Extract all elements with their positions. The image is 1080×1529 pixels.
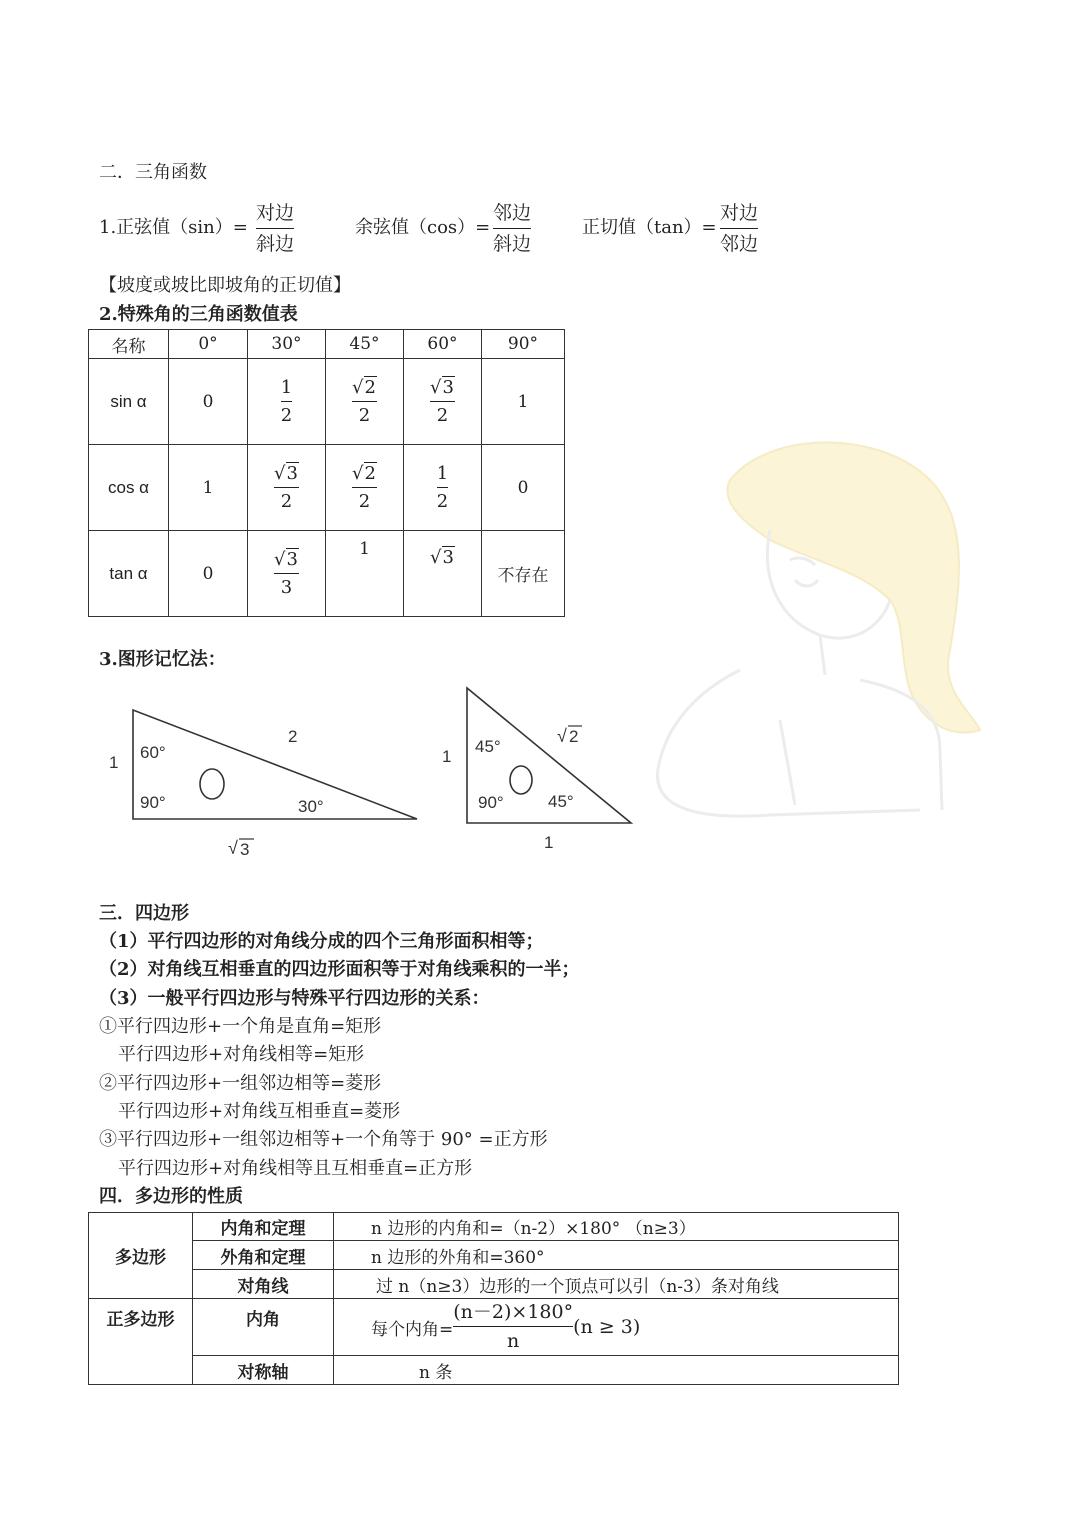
triangle-30-60-90 bbox=[100, 700, 430, 865]
relation-3b: 平行四边形+对角线相等且互相垂直=正方形 bbox=[118, 1158, 473, 1179]
cos-fraction bbox=[493, 204, 531, 254]
table-row bbox=[89, 1299, 899, 1356]
table-row bbox=[89, 1270, 899, 1299]
watermark-hair bbox=[727, 443, 980, 733]
cos-30: $\frac{√3}{2}$ bbox=[248, 445, 326, 531]
table-row bbox=[89, 359, 565, 445]
polygon-properties-table bbox=[88, 1212, 899, 1385]
table-header-row bbox=[89, 330, 565, 359]
header-90: 90° bbox=[482, 330, 565, 359]
tri2-bottom: 1 bbox=[544, 833, 554, 852]
tri2-angle-bottom: 45° bbox=[548, 792, 574, 811]
relation-2b: 平行四边形+对角线互相垂直=菱形 bbox=[118, 1101, 401, 1122]
tan-90: 不存在 bbox=[482, 531, 565, 617]
tan-45: 1 bbox=[326, 531, 404, 617]
diagonal-value: 过 n（n≥3）边形的一个顶点可以引（n-3）条对角线 bbox=[334, 1270, 899, 1299]
relation-2a: ②平行四边形+一组邻边相等=菱形 bbox=[99, 1073, 382, 1094]
header-60: 60° bbox=[404, 330, 482, 359]
relation-1a: ①平行四边形+一个角是直角=矩形 bbox=[99, 1016, 382, 1037]
sin-fraction bbox=[256, 204, 294, 254]
relation-3a: ③平行四边形+一组邻边相等+一个角等于 90° =正方形 bbox=[99, 1129, 548, 1150]
header-name: 名称 bbox=[89, 330, 169, 359]
cos-numerator: 邻边 bbox=[493, 202, 532, 224]
tan-30: $\frac{√3}{3}$ bbox=[248, 531, 326, 617]
exterior-sum-value: n 边形的外角和=360° bbox=[334, 1241, 899, 1270]
interior-prefix: 每个内角= bbox=[371, 1319, 454, 1340]
quad-item-2: （2）对角线互相垂直的四边形面积等于对角线乘积的一半； bbox=[99, 959, 580, 980]
trig-table-title: 2.特殊角的三角函数值表 bbox=[99, 304, 298, 325]
table-row bbox=[89, 531, 565, 617]
cos-0: 1 bbox=[169, 445, 248, 531]
tri2-side-left: 1 bbox=[442, 747, 452, 766]
diagonal-label: 对角线 bbox=[193, 1270, 334, 1299]
row-name-tan: tan α bbox=[89, 531, 169, 617]
sin-30: $\frac{1}{2}$ bbox=[248, 359, 326, 445]
watermark-illustration bbox=[620, 420, 1000, 880]
header-0: 0° bbox=[169, 330, 248, 359]
tri2-angle-right: 90° bbox=[478, 793, 504, 812]
sin-45: $\frac{√2}{2}$ bbox=[326, 359, 404, 445]
tri1-angle-right: 90° bbox=[140, 793, 166, 812]
tri1-angle-top: 60° bbox=[140, 743, 166, 762]
tri2-hyp-root: √ bbox=[557, 726, 567, 746]
section2-heading: 二．三角函数 bbox=[99, 162, 207, 183]
table-row bbox=[89, 1356, 899, 1385]
sin-label: 1.正弦值（sin）= bbox=[99, 217, 248, 238]
tri2-angle-top: 45° bbox=[475, 737, 501, 756]
interior-angle-label: 内角 bbox=[193, 1299, 334, 1356]
cos-45: $\frac{√2}{2}$ bbox=[326, 445, 404, 531]
interior-sum-value: n 边形的内角和=（n-2）×180° （n≥3） bbox=[334, 1213, 899, 1241]
sin-0: 0 bbox=[169, 359, 248, 445]
slope-note: 【坡度或坡比即坡角的正切值】 bbox=[99, 275, 351, 296]
interior-sum-label: 内角和定理 bbox=[193, 1213, 334, 1241]
symmetry-label: 对称轴 bbox=[193, 1356, 334, 1385]
exterior-sum-label: 外角和定理 bbox=[193, 1241, 334, 1270]
quad-item-1: （1）平行四边形的对角线分成的四个三角形面积相等； bbox=[99, 931, 544, 952]
tri1-angle-bottom: 30° bbox=[298, 797, 324, 816]
tan-0: 0 bbox=[169, 531, 248, 617]
memory-method-title: 3.图形记忆法： bbox=[99, 649, 226, 670]
cos-denominator: 斜边 bbox=[493, 233, 532, 255]
triangle-45-45-90 bbox=[435, 680, 645, 855]
interior-numerator: (n－2)×180° bbox=[453, 1301, 574, 1323]
sin-numerator: 对边 bbox=[256, 202, 295, 224]
sin-90: 1 bbox=[482, 359, 565, 445]
table-row bbox=[89, 1241, 899, 1270]
group-regular-polygon: 正多边形 bbox=[89, 1299, 193, 1385]
table-row bbox=[89, 1213, 899, 1241]
sin-60: $\frac{√3}{2}$ bbox=[404, 359, 482, 445]
tri2-hyp-radicand: 2 bbox=[569, 727, 579, 746]
interior-angle-value bbox=[334, 1299, 899, 1356]
interior-denominator: n bbox=[507, 1330, 520, 1352]
symmetry-value: n 条 bbox=[334, 1356, 899, 1385]
tan-label: 正切值（tan）= bbox=[582, 217, 717, 238]
header-45: 45° bbox=[326, 330, 404, 359]
cos-90: 0 bbox=[482, 445, 565, 531]
tan-60: √3 bbox=[404, 531, 482, 617]
right-angle-marker bbox=[200, 769, 224, 799]
header-30: 30° bbox=[248, 330, 326, 359]
tan-fraction bbox=[720, 204, 758, 254]
tri1-bottom-root: √ bbox=[228, 838, 238, 858]
tri1-bottom-radicand: 3 bbox=[240, 840, 250, 859]
tan-numerator: 对边 bbox=[720, 202, 759, 224]
row-name-sin: sin α bbox=[89, 359, 169, 445]
cos-label: 余弦值（cos）= bbox=[355, 217, 491, 238]
section4-heading: 四．多边形的性质 bbox=[99, 1186, 243, 1207]
tan-denominator: 邻边 bbox=[720, 233, 759, 255]
interior-suffix: (n ≥ 3) bbox=[573, 1316, 641, 1338]
sin-denominator: 斜边 bbox=[256, 233, 295, 255]
tri1-side-left: 1 bbox=[109, 753, 119, 772]
section3-heading: 三．四边形 bbox=[99, 903, 189, 924]
tri1-hypotenuse: 2 bbox=[288, 727, 298, 746]
relation-1b: 平行四边形+对角线相等=矩形 bbox=[118, 1044, 365, 1065]
table-row bbox=[89, 445, 565, 531]
cos-60: $\frac{1}{2}$ bbox=[404, 445, 482, 531]
group-polygon: 多边形 bbox=[89, 1213, 193, 1299]
quad-item-3: （3）一般平行四边形与特殊平行四边形的关系： bbox=[99, 988, 490, 1009]
row-name-cos: cos α bbox=[89, 445, 169, 531]
right-angle-marker bbox=[510, 766, 532, 794]
special-angle-table bbox=[88, 329, 565, 617]
